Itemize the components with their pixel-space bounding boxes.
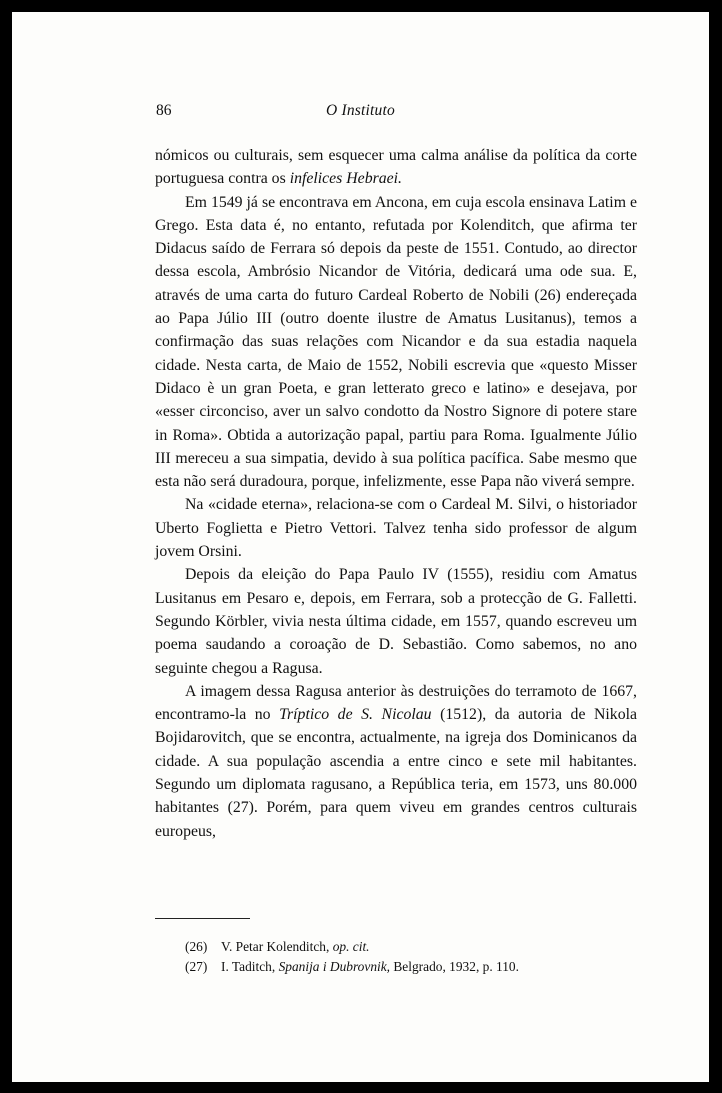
footnote-divider (155, 918, 250, 919)
page (12, 12, 709, 1082)
body-text (155, 144, 637, 843)
paragraph: Depois da eleição do Papa Paulo IV (1555), residiu com Amatus Lusitanus em Pesaro e, depois, em Ferrara, sob a protecção de G. Falletti. Segundo Körbler, vivia nesta última cidade, em 1557, quando escreveu um poema saudando a coroação de D. Sebastião. Como sabemos, no ano seguinte chegou a Ragusa. (155, 566, 637, 677)
paragraph: Em 1549 já se encontrava em Ancona, em cuja escola ensinava Latim e Grego. Esta data é, no entanto, refutada por Kolenditch, que afirma ter Didacus saído de Ferrara só depois da peste de 1551. Contudo, ao director dessa escola, Ambrósio Nicandor de Vitória, dedicará uma ode sua. E, através de uma carta do futuro Cardeal Roberto de Nobili (26) endereçada ao Papa Júlio III (outro doente ilustre de Amatus Lusitanus), temos a confirmação das suas relações com Nicandor e da sua estadia naquela cidade. Nesta carta, de Maio de 1552, Nobili escrevia que «questo Misser Didaco è un gran Poeta, e gran letterato greco e latino» e desejava, por «esser circonciso, aver un salvo condotto da Nostro Signore di potere stare in Roma». Obtida a autorização papal, partiu para Roma. Igualmente Júlio III mereceu a sua simpatia, devido à sua política pacífica. Sabe mesmo que esta não será duradoura, porque, infelizmente, esse Papa não viverá sempre. (155, 193, 637, 491)
running-title: O Instituto (326, 102, 395, 119)
italic-title: Tríptico de S. Nicolau (279, 706, 432, 724)
paragraph: A imagem dessa Ragusa anterior às destruições do terramoto de 1667, encontramo-la no Tríptico de S. Nicolau (1512), da autoria de Nikola Bojidarovitch, que se encontra, actualmente, na igreja dos Dominicanos da cidade. A sua população ascendia a entre cinco e sete mil habitantes. Segundo um diplomata ragusano, a República teria, em 1573, uns 80.000 habitantes (27). Porém, para quem viveu em grandes centros culturais europeus, (155, 682, 638, 840)
footnote-number: (27) (185, 959, 208, 974)
footnote-number: (26) (185, 939, 208, 954)
italic-phrase: infelices Hebraei. (289, 170, 402, 188)
page-header (12, 102, 709, 124)
footnote: (27) I. Taditch, Spanija i Dubrovnik, Belgrado, 1932, p. 110. (185, 957, 625, 977)
paragraph: Na «cidade eterna», relaciona-se com o Cardeal M. Silvi, o historiador Uberto Foglietta e Pietro Vettori. Talvez tenha sido professor de algum jovem Orsini. (155, 496, 637, 561)
paragraph: nómicos ou culturais, sem esquecer uma calma análise da política da corte portuguesa contra os infelices Hebraei. (155, 147, 637, 188)
footnote: (26) V. Petar Kolenditch, op. cit. (185, 937, 625, 957)
footnotes (185, 937, 625, 977)
page-number: 86 (156, 102, 172, 119)
